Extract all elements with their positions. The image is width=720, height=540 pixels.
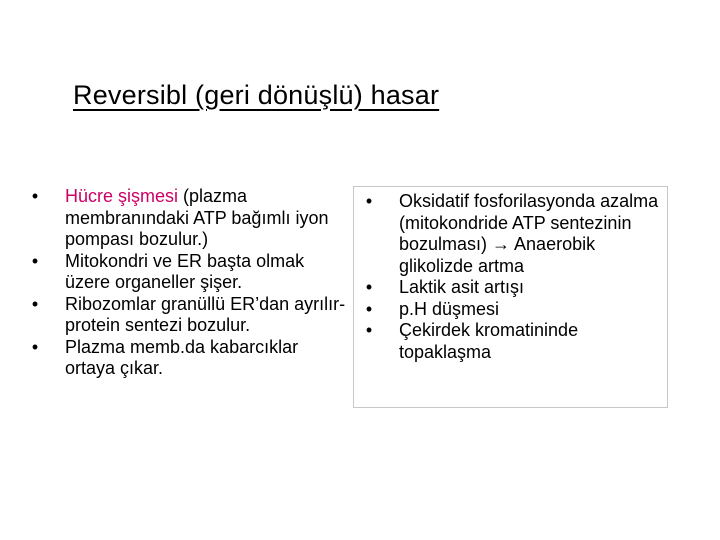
item-text: Laktik asit artışı [399,277,525,297]
left-bullet-list [28,186,348,380]
bullet-dot: • [31,250,39,271]
list-item [362,277,667,299]
list-item [28,337,348,380]
slide-title: Reversibl (geri dönüşlü) hasar [73,80,440,110]
right-bullet-box [353,186,668,408]
list-item [362,191,667,277]
bullet-dot: • [365,298,373,319]
bullet-dot: • [31,186,39,206]
item-text: Oksidatif fosforilasyonda azalma (mitokondride ATP sentezinin bozulması) → Anaerobik glikolizde artma [399,191,659,276]
item-text: Plazma memb.da kabarcıklar ortaya çıkar. [65,336,299,378]
bullet-dot: • [365,191,373,211]
item-text: Çekirdek kromatininde topaklaşma [399,320,579,362]
emphasis-text: Hücre şişmesi [65,186,179,206]
list-item [362,320,667,363]
bullet-dot: • [365,320,373,340]
list-item [362,299,667,321]
bullet-dot: • [365,277,373,297]
right-bullet-list [362,191,667,363]
item-text: p.H düşmesi [399,298,500,319]
item-text: (plazma membranındaki ATP bağımlı iyon pompası bozulur.) [65,186,329,249]
left-bullet-column [28,186,348,380]
bullet-dot: • [31,293,39,314]
list-item [28,186,348,251]
list-item [28,294,348,337]
list-item [28,251,348,294]
bullet-dot: • [31,336,39,357]
item-text: Ribozomlar granüllü ER’dan ayrılır- protein sentezi bozulur. [65,293,346,335]
item-text: Mitokondri ve ER başta olmak üzere organeller şişer. [65,250,305,292]
